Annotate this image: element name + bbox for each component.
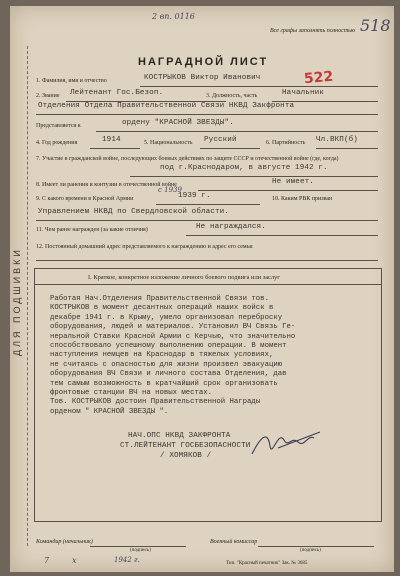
handwritten-year-note: с 1939: [158, 186, 182, 194]
narrative-line: не считаясь с опасностью для жизни произвел эвакуацию: [50, 360, 283, 369]
field-label-1: 1. Фамилия, имя и отчество: [36, 78, 107, 84]
field-label-5: 5. Национальность: [144, 140, 193, 146]
narrative-line: неральной Ставки Красной Армии с Керчью, что значительно: [50, 332, 296, 341]
narrative-line: орденом " КРАСНОЙ ЗВЕЗДЫ ".: [50, 407, 169, 416]
field-label-6: 6. Партийность: [266, 140, 306, 146]
red-serial-number: 522: [303, 68, 334, 88]
binding-margin-line: [27, 46, 28, 546]
date-month: х: [72, 556, 77, 565]
merit-narrative: [50, 295, 370, 417]
field-value-3-cont: Отделения Отдела Правительственной Связи НКВД Закфронта: [38, 102, 295, 110]
field-label-3: 3. Должность, часть: [206, 93, 258, 99]
narrative-line: оборудования, людей и материалов. Установил ВЧ Связь Ге-: [50, 323, 296, 332]
commander-label: Командир (начальник): [36, 539, 93, 545]
field-value-2: Лейтенант Гос.Безоп.: [70, 89, 164, 97]
handwritten-number: 518: [360, 16, 391, 35]
narrative-line: декабре 1941 г. в Крыму, умело организовал переброску: [50, 313, 283, 322]
field-value-4: 1914: [102, 136, 121, 144]
narrative-line: Тов. КОСТРЫКОВ достоин Правительственной Награды: [50, 398, 261, 407]
field-label-award: Представляется к: [36, 123, 81, 129]
document-title: НАГРАДНОЙ ЛИСТ: [138, 56, 269, 68]
field-value-8: Не имеет.: [272, 178, 314, 186]
print-line: Тип. "Красный печатник" Зак. № 3685: [226, 561, 308, 566]
signature-line-1: НАЧ.ОПС НКВД ЗАКФРОНТА: [128, 432, 231, 440]
top-note: 2 вп. 0116: [152, 12, 195, 21]
field-label-11: 11. Чем ранее награжден (за какие отличия): [36, 227, 148, 233]
narrative-line: КОСТРЫКОВ в момент десантных операций наших войск в: [50, 304, 274, 313]
field-label-7: 7. Участие в гражданской войне, последующих боевых действиях по защите СССР и отечественной войне (где, когда): [36, 156, 339, 162]
field-value-award: ордену "КРАСНОЙ ЗВЕЗДЫ".: [122, 119, 234, 127]
date-day: 7: [44, 556, 50, 565]
military-label: Военный комиссар: [210, 539, 258, 545]
field-label-12: 12. Постоянный домашний адрес представляемого к награждению и адрес его семьи: [36, 244, 253, 250]
narrative-line: Работая Нач.Отделения Правительственной Связи тов.: [50, 295, 269, 303]
field-label-2: 2. Звание: [36, 93, 60, 99]
sidebar-label: ДЛЯ ПОДШИВКИ: [12, 247, 22, 356]
signature-line-2: СТ.ЛЕЙТЕНАНТ ГОСБЕЗОПАСНОСТИ: [120, 442, 251, 450]
field-value-1: КОСТРЫКОВ Виктор Иванович: [144, 74, 261, 82]
section-title: I. Краткое, конкретное изложение личного боевого подвига или заслуг: [88, 274, 280, 281]
signature-line-3: / ХОМЯКОВ /: [160, 452, 212, 460]
field-value-9: 1939 г.: [178, 192, 211, 200]
field-label-8: 8. Имеет ли ранения и контузии в отечественной войне: [36, 182, 177, 188]
field-label-10: 10. Каким РВК призван: [272, 196, 333, 202]
field-value-6: Чл.ВКП(б): [316, 136, 358, 144]
narrative-line: способствовало успешному выполнению операции. В момент: [50, 342, 287, 351]
field-value-7: под г.Краснодаром, в августе 1942 г.: [160, 164, 328, 172]
field-label-4: 4. Год рождения: [36, 140, 78, 146]
field-value-10: Управлением НКВД по Свердловской области.: [38, 208, 229, 216]
commander-sub: (подпись): [130, 548, 151, 553]
date-year: 1942 г.: [114, 556, 140, 564]
narrative-line: тем самым возможность в кратчайший срок организовать: [50, 379, 278, 388]
narrative-line: фронтовые станции ВЧ на новых местах.: [50, 389, 213, 398]
binding-margin: [10, 156, 26, 356]
field-value-5: Русский: [204, 136, 237, 144]
military-sub: (подпись): [300, 548, 321, 553]
corner-note: Все графы заполнять полностью: [270, 28, 356, 34]
field-value-11: Не награждался.: [196, 223, 266, 231]
field-value-3: Начальник: [282, 89, 324, 97]
handwritten-signature: [248, 424, 328, 464]
narrative-line: оборудования ВЧ Связи и личного состава Отделения, дав: [50, 370, 287, 379]
field-label-9: 9. С какого времени в Красной Армии: [36, 196, 134, 202]
award-sheet: [10, 6, 394, 572]
narrative-line: наступления немцев на Краснодар в тяжелых условиях,: [50, 351, 274, 360]
